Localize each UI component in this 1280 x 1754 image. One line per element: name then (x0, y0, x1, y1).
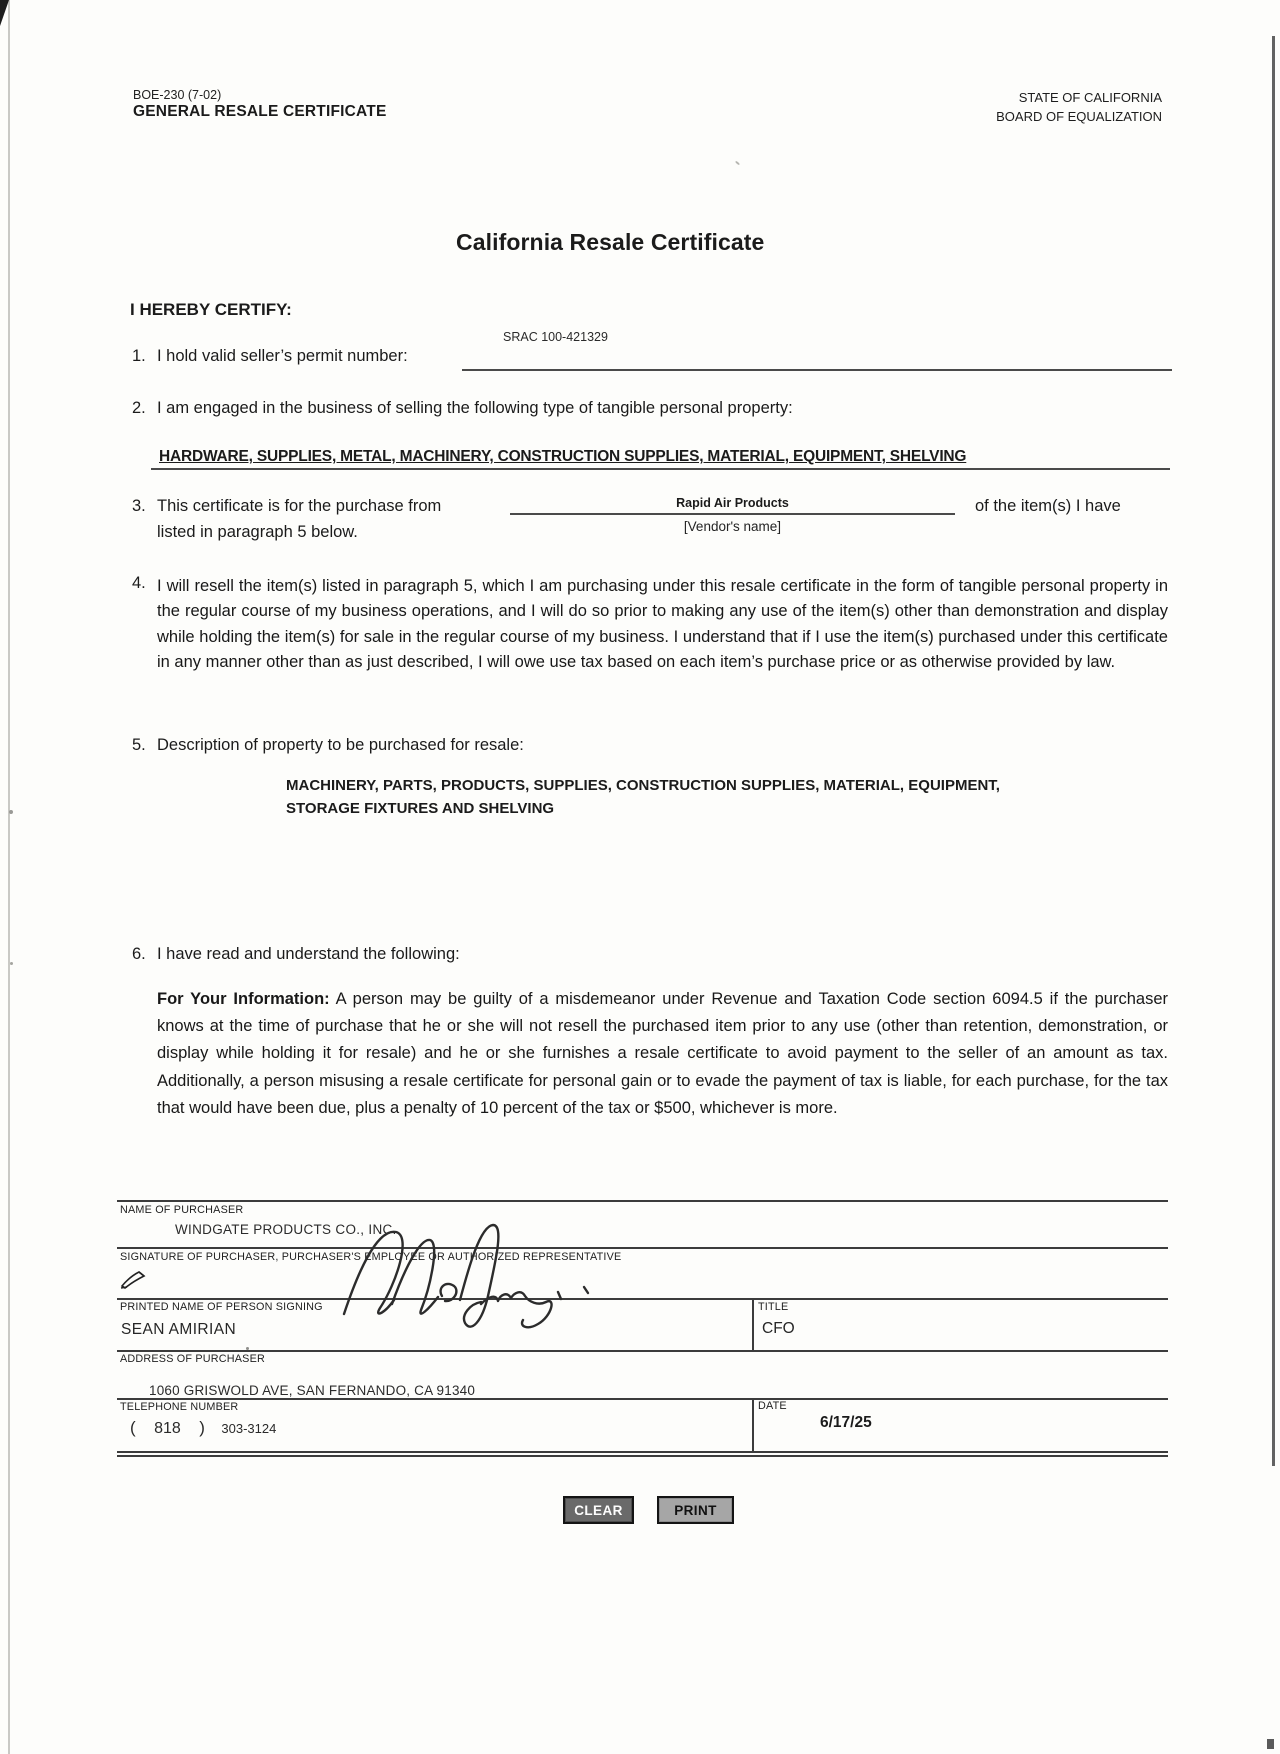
item3-label-after: of the item(s) I have (975, 497, 1121, 515)
property-type-line[interactable] (151, 468, 1170, 470)
date-label: DATE (758, 1400, 787, 1412)
item5-number: 5. (132, 736, 146, 754)
resale-description-line2[interactable]: STORAGE FIXTURES AND SHELVING (286, 800, 555, 817)
sig-block-rule-double-a (117, 1451, 1168, 1453)
address-label: ADDRESS OF PURCHASER (120, 1353, 265, 1365)
item4-number: 4. (132, 574, 146, 592)
agency-state: STATE OF CALIFORNIA (1018, 90, 1162, 105)
form-name: GENERAL RESALE CERTIFICATE (133, 103, 387, 120)
scan-speck (9, 810, 13, 814)
date-value[interactable]: 6/17/25 (820, 1414, 872, 1431)
phone-label: TELEPHONE NUMBER (120, 1401, 239, 1413)
certify-heading: I HEREBY CERTIFY: (130, 300, 292, 319)
phone-area-code: 818 (154, 1420, 181, 1437)
item1-number: 1. (132, 347, 146, 365)
for-your-information-paragraph (157, 986, 1168, 1122)
scan-right-edge-line (1272, 36, 1275, 1466)
date-column-divider (752, 1398, 754, 1452)
item1-label: I hold valid seller’s permit number: (157, 347, 408, 365)
phone-close-paren: ) (199, 1418, 205, 1437)
item5-label: Description of property to be purchased for resale: (157, 736, 524, 754)
scan-speck (10, 962, 13, 965)
title-column-divider (752, 1298, 754, 1350)
resale-description-line1[interactable]: MACHINERY, PARTS, PRODUCTS, SUPPLIES, CONSTRUCTION SUPPLIES, MATERIAL, EQUIPMENT, (286, 777, 1000, 794)
pen-icon (119, 1270, 147, 1290)
sig-block-rule-5 (117, 1398, 1168, 1400)
page-title: California Resale Certificate (456, 229, 765, 255)
fyi-lead-in: For Your Information: (157, 990, 330, 1008)
item3-label-before: This certificate is for the purchase from (157, 497, 442, 515)
title-label: TITLE (758, 1301, 789, 1313)
seller-permit-value[interactable]: SRAC 100-421329 (503, 330, 608, 344)
title-value: CFO (762, 1320, 795, 1337)
item2-number: 2. (132, 399, 146, 417)
address-value: 1060 GRISWOLD AVE, SAN FERNANDO, CA 91340 (149, 1383, 476, 1398)
name-of-purchaser-value: WINDGATE PRODUCTS CO., INC. (175, 1222, 397, 1237)
seller-permit-line[interactable] (462, 369, 1172, 371)
sig-block-rule-top (117, 1200, 1168, 1202)
print-button[interactable]: PRINT (657, 1496, 734, 1524)
printed-name-label: PRINTED NAME OF PERSON SIGNING (120, 1301, 323, 1313)
property-type-value[interactable]: HARDWARE, SUPPLIES, METAL, MACHINERY, CONSTRUCTION SUPPLIES, MATERIAL, EQUIPMENT, SHELVING (159, 448, 967, 465)
item3-number: 3. (132, 497, 146, 515)
vendor-caption: [Vendor's name] (683, 519, 782, 534)
printed-name-value: SEAN AMIRIAN (121, 1321, 237, 1338)
item6-label: I have read and understand the following: (157, 945, 460, 963)
phone-open-paren: ( (130, 1418, 136, 1437)
agency-board: BOARD OF EQUALIZATION (996, 109, 1162, 124)
sig-block-rule-3 (117, 1298, 1168, 1300)
form-number: BOE-230 (7-02) (133, 88, 222, 102)
signature-label: SIGNATURE OF PURCHASER, PURCHASER'S EMPLOYEE OR AUTHORIZED REPRESENTATIVE (120, 1251, 622, 1263)
phone-number: 303-3124 (221, 1421, 277, 1436)
sig-block-rule-4 (117, 1350, 1168, 1352)
scan-speck (735, 161, 740, 166)
item3-label-line2: listed in paragraph 5 below. (157, 523, 358, 541)
item4-text: I will resell the item(s) listed in paragraph 5, which I am purchasing under this resale certificate in the form of tangible personal property in the regular course of my business operations, and I will do so prior to making any use of the item(s) other than demonstration and display while holding the item(s) for sale in the regular course of my business. I understand that if I use the item(s) purchased under this certificate in any manner other than as just described, I will owe use tax based on each item’s purchase price or as otherwise provided by law. (157, 577, 1168, 672)
scan-left-edge-line (8, 0, 10, 1754)
name-of-purchaser-label: NAME OF PURCHASER (120, 1204, 244, 1216)
vendor-name-value[interactable]: Rapid Air Products (676, 496, 789, 510)
signature-scribble[interactable] (318, 1212, 608, 1340)
fyi-text: A person may be guilty of a misdemeanor under Revenue and Taxation Code section 6094.5 if the purchaser knows at the time of purchase that he or she will not resell the purchased item prior to any use (other than retention, demonstration, or display while holding it for resale) and he or she furnishes a resale certificate to avoid payment to the seller of an amount as tax. Additionally, a person misusing a resale certificate for personal gain or to evade the payment of tax is liable, for each purchase, for the tax that would have been due, plus a penalty of 10 percent of the tax or $500, whichever is more. (157, 990, 1169, 1117)
scan-corner-dot (1267, 1739, 1274, 1749)
item6-number: 6. (132, 945, 146, 963)
clear-button[interactable]: CLEAR (563, 1496, 634, 1524)
sig-block-rule-2 (117, 1247, 1168, 1249)
item2-label: I am engaged in the business of selling the following type of tangible personal property: (157, 399, 793, 417)
agency-block (850, 88, 1162, 126)
sig-block-rule-double-b (117, 1455, 1168, 1457)
vendor-name-line[interactable] (510, 513, 955, 515)
phone-value (130, 1418, 276, 1438)
